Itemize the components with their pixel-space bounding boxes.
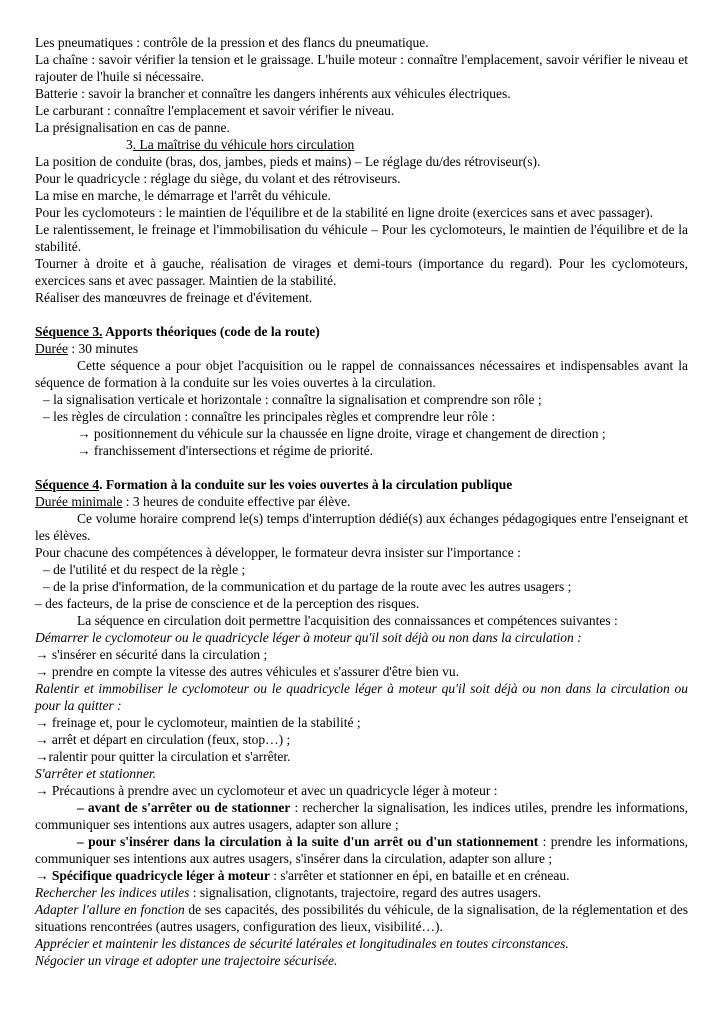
seq4-italic-virage: Négocier un virage et adopter une trajectoire sécurisée. [35,953,338,968]
seq4-arrow-7 [35,867,688,884]
seq4-arrow-3: → freinage et, pour le cyclomoteur, maintien de la stabilité ; [35,715,361,730]
seq4-dash-1: – de l'utilité et du respect de la règle ; [43,562,246,577]
seq3-duree-value: : 30 minutes [67,341,139,356]
seq4-indices-text: : signalisation, clignotants, trajectoire, regard des autres usagers. [189,885,541,900]
subsection-title: . La maîtrise du véhicule hors circulation [132,137,355,152]
seq4-arrow-7-text: : s'arrêter et stationner en épi, en bataille et en créneau. [269,868,570,883]
intro-line-4: Le carburant : connaître l'emplacement et savoir vérifier le niveau. [35,103,395,118]
seq4-bullet-1 [35,799,688,833]
seq4-duree [35,493,688,510]
seq4-italic-distances: Apprécier et maintenir les distances de sécurité latérales et longitudinales en toutes circonstances. [35,936,569,951]
seq4-allure-text: de ses capacités, des possibilités du véhicule, de la signalisation, de la réglementation et des situations rencontrées (autres usagers, configuration des lieux, visibilité…). [35,902,688,934]
maitrise-line-2: Pour le quadricycle : réglage du siège, du volant et des rétroviseurs. [35,171,401,186]
seq4-arrow-4: → arrêt et départ en circulation (feux, stop…) ; [35,732,291,747]
seq4-bullet-2-text: : prendre les informations, communiquer ses intentions aux autres usagers, s'insérer dans la circulation, adapter son allure ; [35,834,688,866]
seq4-paragraph-2: Pour chacune des compétences à développer, le formateur devra insister sur l'importance : [35,545,521,560]
seq4-line-indices [35,884,688,901]
maitrise-line-1: La position de conduite (bras, dos, jambes, pieds et mains) – Le réglage du/des rétroviseur(s). [35,154,541,169]
seq4-allure-italic: Adapter l'allure en fonction [35,902,185,917]
seq4-arrow-1: → s'insérer en sécurité dans la circulation ; [35,647,268,662]
seq4-italic-1: Démarrer le cyclomoteur ou le quadricycle léger à moteur qu'il soit déjà ou non dans la circulation : [35,630,582,645]
seq3-title: Apports théoriques (code de la route) [102,324,320,339]
seq4-label: Séquence 4 [35,477,100,492]
seq4-indices-italic: Rechercher les indices utiles [35,885,190,900]
maitrise-line-6: Tourner à droite et à gauche, réalisation de virages et demi-tours (importance du regard). Pour les cyclomoteurs, exercices sans et avec passager. Maintien de la stabilité. [35,256,688,288]
maitrise-line-4: Pour les cyclomoteurs : le maintien de l'équilibre et de la stabilité en ligne droite (exercices sans et avec passager). [35,205,653,220]
seq4-dash-2: – de la prise d'information, de la communication et du partage de la route avec les autres usagers ; [43,579,572,594]
seq4-title: . Formation à la conduite sur les voies ouvertes à la circulation publique [99,477,513,492]
arrow-glyph: → [35,868,52,883]
maitrise-line-5: Le ralentissement, le freinage et l'immobilisation du véhicule – Pour les cyclomoteurs, le maintien de l'équilibre et de la stabilité. [35,222,688,254]
seq4-bullet-1-bold: – avant de s'arrêter ou de stationner [77,800,291,815]
spacer [35,459,688,476]
seq4-italic-3: S'arrêter et stationner. [35,766,157,781]
seq4-duree-value: : 3 heures de conduite effective par élève. [122,494,351,509]
seq4-arrow-2: → prendre en compte la vitesse des autres véhicules et s'assurer d'être bien vu. [35,664,459,679]
intro-line-2: La chaîne : savoir vérifier la tension et le graissage. L'huile moteur : connaître l'emplacement, savoir vérifier le niveau et rajouter de l'huile si nécessaire. [35,52,688,84]
maitrise-line-3: La mise en marche, le démarrage et l'arrêt du véhicule. [35,188,331,203]
seq4-duree-label: Durée minimale [35,494,123,509]
seq3-duree-label: Durée [35,341,68,356]
seq4-arrow-5: →ralentir pour quitter la circulation et s'arrêter. [35,749,291,764]
seq4-paragraph-3: La séquence en circulation doit permettre l'acquisition des connaissances et compétences suivantes : [77,613,618,628]
maitrise-line-7: Réaliser des manœuvres de freinage et d'évitement. [35,290,313,305]
subsection-heading [35,136,688,153]
intro-line-5: La présignalisation en cas de panne. [35,120,230,135]
seq4-bullet-1-text: : rechercher la signalisation, les indices utiles, prendre les informations, communiquer ses intentions aux autres usagers, adapter son allure ; [35,800,688,832]
seq4-arrow-6: → Précautions à prendre avec un cyclomoteur et avec un quadricycle léger à moteur : [35,783,498,798]
seq4-italic-2: Ralentir et immobiliser le cyclomoteur ou le quadricycle léger à moteur qu'il soit déjà ou non dans la circulation ou pour la quitter : [35,681,688,713]
seq4-heading [35,476,688,493]
seq3-arrow-2: → franchissement d'intersections et régime de priorité. [77,443,373,458]
seq3-label: Séquence 3. [35,324,103,339]
seq3-duree [35,340,688,357]
seq3-heading [35,323,688,340]
intro-line-3: Batterie : savoir la brancher et connaître les dangers inhérents aux véhicules électriques. [35,86,511,101]
intro-line-1: Les pneumatiques : contrôle de la pression et des flancs du pneumatique. [35,35,429,50]
seq3-dash-2: – les règles de circulation : connaître les principales règles et comprendre leur rôle : [43,409,496,424]
seq3-dash-1: – la signalisation verticale et horizontale : connaître la signalisation et comprendre son rôle ; [43,392,542,407]
seq3-arrow-1: → positionnement du véhicule sur la chaussée en ligne droite, virage et changement de direction ; [77,426,606,441]
seq4-arrow-7-bold: Spécifique quadricycle léger à moteur [51,868,270,883]
seq3-paragraph: Cette séquence a pour objet l'acquisition ou le rappel de connaissances nécessaires et indispensables avant la séquence de formation à la conduite sur les voies ouvertes à la circulation. [35,358,688,390]
seq4-bullet-2-bold: – pour s'insérer dans la circulation à la suite d'un arrêt ou d'un stationnement [77,834,539,849]
seq4-dash-3: – des facteurs, de la prise de conscience et de la perception des risques. [35,596,420,611]
seq4-line-allure [35,901,688,935]
spacer [35,306,688,323]
seq4-bullet-2 [35,833,688,867]
seq4-paragraph-1: Ce volume horaire comprend le(s) temps d'interruption dédié(s) aux échanges pédagogiques entre l'enseignant et les élèves. [35,511,688,543]
subsection-number: 3 [126,137,133,152]
